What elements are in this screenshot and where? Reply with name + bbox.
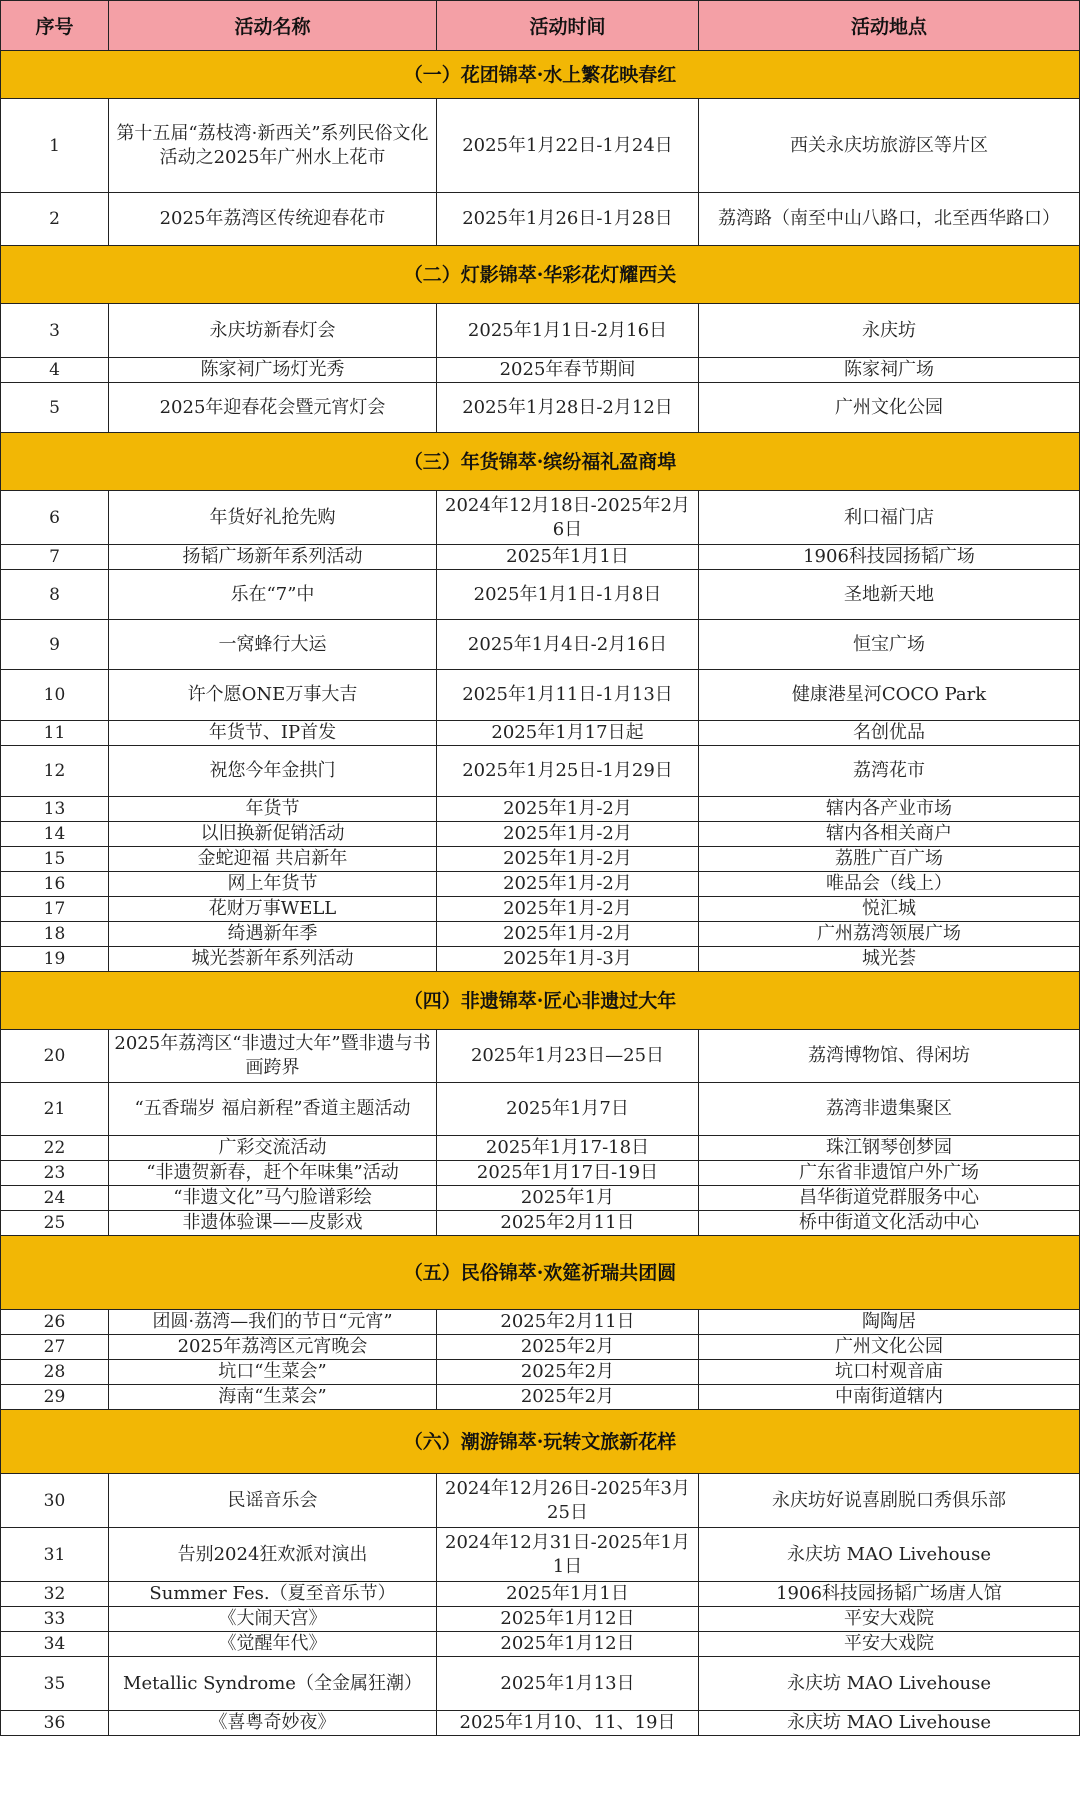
cell-time: 2025年1月26日-1月28日: [437, 193, 699, 246]
section-title: （一）花团锦萃·水上繁花映春红: [1, 51, 1080, 99]
cell-time: 2025年2月: [437, 1360, 699, 1385]
cell-time: 2025年1月1日: [437, 545, 699, 570]
cell-place: 陈家祠广场: [699, 358, 1080, 383]
cell-place: 昌华街道党群服务中心: [699, 1186, 1080, 1211]
table-row: [1, 1582, 1080, 1607]
table-row: [1, 1528, 1080, 1582]
table-row: [1, 746, 1080, 797]
cell-place: 荔湾博物馆、得闲坊: [699, 1030, 1080, 1083]
cell-no: 21: [1, 1083, 109, 1136]
cell-time: 2025年1月23日—25日: [437, 1030, 699, 1083]
cell-no: 36: [1, 1711, 109, 1736]
cell-place: 广东省非遗馆户外广场: [699, 1161, 1080, 1186]
cell-name: 2025年迎春花会暨元宵灯会: [109, 383, 437, 433]
cell-name: 2025年荔湾区“非遗过大年”暨非遗与书画跨界: [109, 1030, 437, 1083]
cell-name: 网上年货节: [109, 872, 437, 897]
cell-place: 唯品会（线上）: [699, 872, 1080, 897]
table-row: [1, 1136, 1080, 1161]
cell-name: 以旧换新促销活动: [109, 822, 437, 847]
table-row: [1, 1632, 1080, 1657]
table-row: [1, 1030, 1080, 1083]
cell-no: 26: [1, 1310, 109, 1335]
cell-time: 2025年1月1日-1月8日: [437, 570, 699, 620]
cell-place: 城光荟: [699, 947, 1080, 972]
cell-place: 圣地新天地: [699, 570, 1080, 620]
cell-no: 32: [1, 1582, 109, 1607]
cell-time: 2025年1月4日-2月16日: [437, 620, 699, 670]
cell-no: 1: [1, 99, 109, 193]
cell-no: 2: [1, 193, 109, 246]
cell-place: 珠江钢琴创梦园: [699, 1136, 1080, 1161]
section-title: （三）年货锦萃·缤纷福礼盈商埠: [1, 433, 1080, 491]
table-row: [1, 491, 1080, 545]
cell-time: 2025年春节期间: [437, 358, 699, 383]
cell-place: 广州文化公园: [699, 383, 1080, 433]
cell-name: 扬韬广场新年系列活动: [109, 545, 437, 570]
cell-place: 健康港星河COCO Park: [699, 670, 1080, 721]
section-header-row: [1, 51, 1080, 99]
section-header-row: [1, 433, 1080, 491]
table-row: [1, 670, 1080, 721]
cell-time: 2025年1月1日: [437, 1582, 699, 1607]
cell-place: 荔湾花市: [699, 746, 1080, 797]
cell-no: 10: [1, 670, 109, 721]
cell-time: 2025年1月12日: [437, 1632, 699, 1657]
cell-time: 2025年1月22日-1月24日: [437, 99, 699, 193]
cell-time: 2025年2月: [437, 1335, 699, 1360]
cell-no: 11: [1, 721, 109, 746]
table-row: [1, 1474, 1080, 1528]
cell-name: 乐在“7”中: [109, 570, 437, 620]
cell-no: 20: [1, 1030, 109, 1083]
cell-time: 2025年1月-2月: [437, 822, 699, 847]
cell-name: 《觉醒年代》: [109, 1632, 437, 1657]
cell-place: 桥中街道文化活动中心: [699, 1211, 1080, 1236]
cell-name: “非遗贺新春，赶个年味集”活动: [109, 1161, 437, 1186]
cell-name: 永庆坊新春灯会: [109, 304, 437, 358]
cell-name: 团圆·荔湾—我们的节日“元宵”: [109, 1310, 437, 1335]
cell-no: 28: [1, 1360, 109, 1385]
cell-place: 恒宝广场: [699, 620, 1080, 670]
table-row: [1, 721, 1080, 746]
cell-place: 1906科技园扬韬广场唐人馆: [699, 1582, 1080, 1607]
section-title: （四）非遗锦萃·匠心非遗过大年: [1, 972, 1080, 1030]
cell-time: 2025年1月12日: [437, 1607, 699, 1632]
section-header-row: [1, 246, 1080, 304]
table-row: [1, 620, 1080, 670]
cell-no: 18: [1, 922, 109, 947]
cell-place: 辖内各相关商户: [699, 822, 1080, 847]
table-row: [1, 1385, 1080, 1410]
cell-name: 2025年荔湾区元宵晚会: [109, 1335, 437, 1360]
cell-name: 祝您今年金拱门: [109, 746, 437, 797]
cell-name: 年货节: [109, 797, 437, 822]
section-header-row: [1, 1410, 1080, 1474]
cell-no: 30: [1, 1474, 109, 1528]
section-title: （五）民俗锦萃·欢筵祈瑞共团圆: [1, 1236, 1080, 1310]
cell-no: 16: [1, 872, 109, 897]
table-row: [1, 1607, 1080, 1632]
table-row: [1, 1360, 1080, 1385]
cell-place: 荔胜广百广场: [699, 847, 1080, 872]
cell-name: 广彩交流活动: [109, 1136, 437, 1161]
cell-no: 5: [1, 383, 109, 433]
cell-time: 2025年1月17日-19日: [437, 1161, 699, 1186]
header-name: 活动名称: [109, 1, 437, 51]
cell-time: 2025年1月1日-2月16日: [437, 304, 699, 358]
table-row: [1, 1711, 1080, 1736]
section-title: （六）潮游锦萃·玩转文旅新花样: [1, 1410, 1080, 1474]
cell-no: 13: [1, 797, 109, 822]
cell-place: 名创优品: [699, 721, 1080, 746]
cell-name: 第十五届“荔枝湾·新西关”系列民俗文化活动之2025年广州水上花市: [109, 99, 437, 193]
table-row: [1, 922, 1080, 947]
cell-time: 2025年1月-2月: [437, 847, 699, 872]
cell-no: 15: [1, 847, 109, 872]
cell-name: 年货好礼抢先购: [109, 491, 437, 545]
cell-place: 悦汇城: [699, 897, 1080, 922]
table-row: [1, 1186, 1080, 1211]
table-row: [1, 1211, 1080, 1236]
cell-no: 25: [1, 1211, 109, 1236]
cell-name: 陈家祠广场灯光秀: [109, 358, 437, 383]
cell-name: 《大闹天宫》: [109, 1607, 437, 1632]
cell-no: 14: [1, 822, 109, 847]
cell-no: 27: [1, 1335, 109, 1360]
cell-name: “非遗文化”马勺脸谱彩绘: [109, 1186, 437, 1211]
cell-name: 绮遇新年季: [109, 922, 437, 947]
table-row: [1, 99, 1080, 193]
table-row: [1, 822, 1080, 847]
cell-place: 平安大戏院: [699, 1632, 1080, 1657]
table-row: [1, 545, 1080, 570]
cell-place: 辖内各产业市场: [699, 797, 1080, 822]
cell-name: 《喜粤奇妙夜》: [109, 1711, 437, 1736]
cell-place: 陶陶居: [699, 1310, 1080, 1335]
cell-time: 2025年1月-3月: [437, 947, 699, 972]
cell-time: 2025年1月-2月: [437, 922, 699, 947]
cell-no: 6: [1, 491, 109, 545]
cell-time: 2024年12月31日-2025年1月1日: [437, 1528, 699, 1582]
cell-time: 2025年1月-2月: [437, 897, 699, 922]
cell-place: 坑口村观音庙: [699, 1360, 1080, 1385]
cell-place: 中南街道辖内: [699, 1385, 1080, 1410]
cell-time: 2025年2月11日: [437, 1310, 699, 1335]
cell-name: 非遗体验课——皮影戏: [109, 1211, 437, 1236]
header-no: 序号: [1, 1, 109, 51]
table-row: [1, 193, 1080, 246]
cell-time: 2024年12月26日-2025年3月25日: [437, 1474, 699, 1528]
section-header-row: [1, 1236, 1080, 1310]
cell-no: 8: [1, 570, 109, 620]
table-row: [1, 1161, 1080, 1186]
cell-no: 31: [1, 1528, 109, 1582]
table-row: [1, 570, 1080, 620]
cell-no: 22: [1, 1136, 109, 1161]
cell-name: 城光荟新年系列活动: [109, 947, 437, 972]
cell-name: 告别2024狂欢派对演出: [109, 1528, 437, 1582]
section-header-row: [1, 972, 1080, 1030]
cell-time: 2024年12月18日-2025年2月6日: [437, 491, 699, 545]
table-row: [1, 1310, 1080, 1335]
cell-name: 一窝蜂行大运: [109, 620, 437, 670]
cell-no: 4: [1, 358, 109, 383]
cell-no: 24: [1, 1186, 109, 1211]
cell-time: 2025年1月-2月: [437, 872, 699, 897]
cell-name: 海南“生菜会”: [109, 1385, 437, 1410]
table-row: [1, 383, 1080, 433]
cell-time: 2025年1月17-18日: [437, 1136, 699, 1161]
cell-place: 永庆坊: [699, 304, 1080, 358]
table-row: [1, 797, 1080, 822]
cell-place: 利口福门店: [699, 491, 1080, 545]
cell-place: 广州荔湾领展广场: [699, 922, 1080, 947]
cell-place: 1906科技园扬韬广场: [699, 545, 1080, 570]
cell-place: 西关永庆坊旅游区等片区: [699, 99, 1080, 193]
cell-place: 永庆坊好说喜剧脱口秀俱乐部: [699, 1474, 1080, 1528]
cell-no: 9: [1, 620, 109, 670]
cell-place: 广州文化公园: [699, 1335, 1080, 1360]
section-title: （二）灯影锦萃·华彩花灯耀西关: [1, 246, 1080, 304]
table-row: [1, 358, 1080, 383]
table-row: [1, 897, 1080, 922]
cell-time: 2025年2月: [437, 1385, 699, 1410]
cell-name: 2025年荔湾区传统迎春花市: [109, 193, 437, 246]
cell-no: 7: [1, 545, 109, 570]
cell-name: 坑口“生菜会”: [109, 1360, 437, 1385]
cell-no: 17: [1, 897, 109, 922]
table-row: [1, 872, 1080, 897]
cell-no: 12: [1, 746, 109, 797]
table-row: [1, 947, 1080, 972]
cell-time: 2025年1月7日: [437, 1083, 699, 1136]
cell-time: 2025年1月28日-2月12日: [437, 383, 699, 433]
table-row: [1, 847, 1080, 872]
cell-name: “五香瑞岁 福启新程”香道主题活动: [109, 1083, 437, 1136]
cell-place: 永庆坊 MAO Livehouse: [699, 1528, 1080, 1582]
cell-time: 2025年1月-2月: [437, 797, 699, 822]
cell-no: 19: [1, 947, 109, 972]
table-row: [1, 1083, 1080, 1136]
cell-time: 2025年1月13日: [437, 1657, 699, 1711]
cell-name: 花财万事WELL: [109, 897, 437, 922]
cell-name: Summer Fes.（夏至音乐节）: [109, 1582, 437, 1607]
cell-no: 34: [1, 1632, 109, 1657]
cell-name: 许个愿ONE万事大吉: [109, 670, 437, 721]
cell-place: 平安大戏院: [699, 1607, 1080, 1632]
header-time: 活动时间: [437, 1, 699, 51]
cell-time: 2025年1月25日-1月29日: [437, 746, 699, 797]
header-row: [1, 1, 1080, 51]
cell-place: 永庆坊 MAO Livehouse: [699, 1711, 1080, 1736]
cell-name: 年货节、IP首发: [109, 721, 437, 746]
cell-time: 2025年1月11日-1月13日: [437, 670, 699, 721]
table-row: [1, 304, 1080, 358]
table-body: [1, 51, 1080, 1736]
table-row: [1, 1657, 1080, 1711]
cell-time: 2025年1月10、11、19日: [437, 1711, 699, 1736]
table-row: [1, 1335, 1080, 1360]
cell-time: 2025年1月17日起: [437, 721, 699, 746]
cell-name: Metallic Syndrome（全金属狂潮）: [109, 1657, 437, 1711]
cell-time: 2025年2月11日: [437, 1211, 699, 1236]
header-place: 活动地点: [699, 1, 1080, 51]
cell-no: 29: [1, 1385, 109, 1410]
cell-no: 33: [1, 1607, 109, 1632]
cell-place: 荔湾非遗集聚区: [699, 1083, 1080, 1136]
cell-no: 23: [1, 1161, 109, 1186]
cell-time: 2025年1月: [437, 1186, 699, 1211]
cell-name: 民谣音乐会: [109, 1474, 437, 1528]
cell-place: 永庆坊 MAO Livehouse: [699, 1657, 1080, 1711]
cell-place: 荔湾路（南至中山八路口，北至西华路口）: [699, 193, 1080, 246]
cell-name: 金蛇迎福 共启新年: [109, 847, 437, 872]
cell-no: 35: [1, 1657, 109, 1711]
cell-no: 3: [1, 304, 109, 358]
